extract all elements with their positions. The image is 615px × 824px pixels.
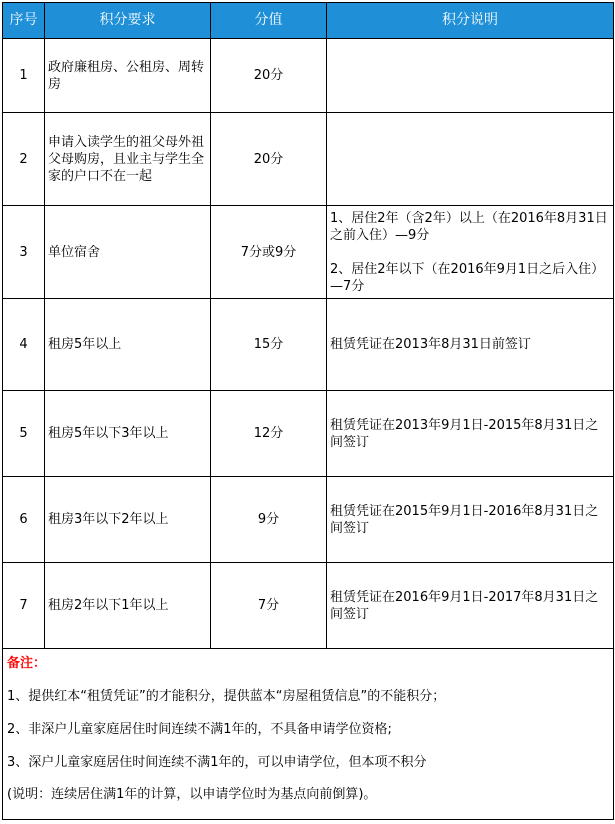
- row-index: 7: [3, 563, 45, 649]
- table-row: [3, 39, 614, 113]
- row-requirement: 租房3年以下2年以上: [45, 477, 211, 563]
- row-requirement: 申请入读学生的祖父母外祖父母购房，且业主与学生全家的户口不在一起: [45, 113, 211, 206]
- row-requirement: 政府廉租房、公租房、周转房: [45, 39, 211, 113]
- row-requirement: 租房5年以上: [45, 299, 211, 391]
- row-score: 20分: [211, 39, 327, 113]
- table-row: [3, 477, 614, 563]
- row-score: 12分: [211, 391, 327, 477]
- table-row: [3, 299, 614, 391]
- row-index: 4: [3, 299, 45, 391]
- header-requirement: 积分要求: [45, 3, 211, 39]
- table-row: [3, 113, 614, 206]
- row-score: 20分: [211, 113, 327, 206]
- points-table: [2, 2, 614, 820]
- header-row: [3, 3, 614, 39]
- row-score: 9分: [211, 477, 327, 563]
- row-requirement: 租房2年以下1年以上: [45, 563, 211, 649]
- notes-cell: [3, 649, 614, 820]
- row-index: 3: [3, 206, 45, 299]
- row-score: 7分: [211, 563, 327, 649]
- note-item: 3、深户儿童家庭居住时间连续不满1年的，可以申请学位，但本项不积分: [7, 755, 427, 770]
- row-description: 租赁凭证在2016年9月1日-2017年8月31日之间签订: [327, 563, 614, 649]
- row-index: 1: [3, 39, 45, 113]
- table-row: [3, 206, 614, 299]
- table-row: [3, 563, 614, 649]
- note-item: (说明：连续居住满1年的计算，以申请学位时为基点向前倒算)。: [7, 787, 377, 802]
- row-description: 租赁凭证在2013年8月31日前签订: [327, 299, 614, 391]
- table-row: [3, 391, 614, 477]
- description-line: 2、居住2年以下（在2016年9月1日之后入住）—7分: [330, 261, 605, 294]
- row-index: 2: [3, 113, 45, 206]
- notes-title: 备注：: [7, 656, 47, 671]
- row-description: [327, 39, 614, 113]
- row-description: [327, 113, 614, 206]
- row-description: 租赁凭证在2015年9月1日-2016年8月31日之间签订: [327, 477, 614, 563]
- row-description: 租赁凭证在2013年9月1日-2015年8月31日之间签订: [327, 391, 614, 477]
- row-requirement: 租房5年以下3年以上: [45, 391, 211, 477]
- row-description: [327, 206, 614, 299]
- row-score: 7分或9分: [211, 206, 327, 299]
- note-item: 1、提供红本“租赁凭证”的才能积分，提供蓝本“房屋租赁信息”的不能积分；: [7, 689, 446, 704]
- notes-row: [3, 649, 614, 820]
- header-index: 序号: [3, 3, 45, 39]
- row-score: 15分: [211, 299, 327, 391]
- header-score: 分值: [211, 3, 327, 39]
- row-requirement: 单位宿舍: [45, 206, 211, 299]
- header-description: 积分说明: [327, 3, 614, 39]
- row-index: 5: [3, 391, 45, 477]
- description-line: 1、居住2年（含2年）以上（在2016年8月31日之前入住）—9分: [330, 210, 608, 243]
- row-index: 6: [3, 477, 45, 563]
- note-item: 2、非深户儿童家庭居住时间连续不满1年的，不具备申请学位资格;: [7, 722, 392, 737]
